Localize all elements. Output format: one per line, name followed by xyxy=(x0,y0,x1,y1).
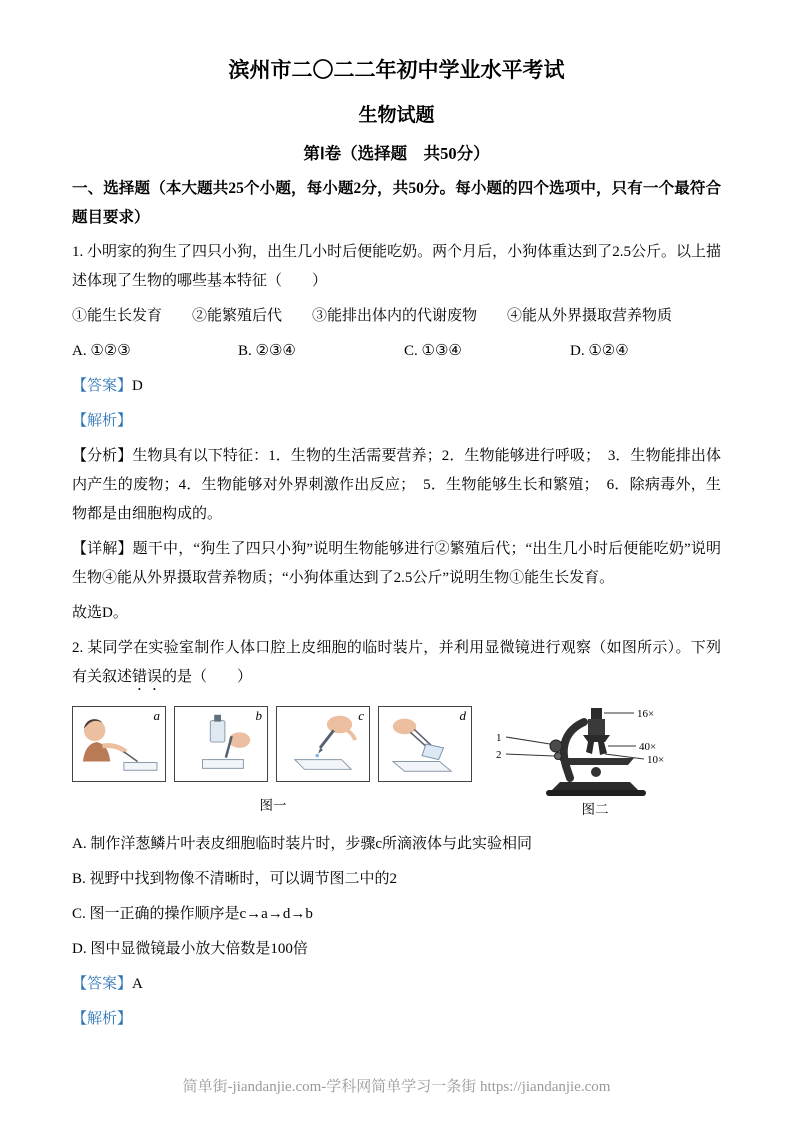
slide-prep-step-illustration xyxy=(175,707,267,781)
q1-analysis-label: 【解析】 xyxy=(72,413,133,429)
figure-one-panel-b xyxy=(174,706,268,782)
figure-one-panels xyxy=(72,706,474,782)
figure-two-caption: 图二 xyxy=(581,802,609,817)
fine-knob-label: 2 xyxy=(496,749,502,761)
exam-title: 滨州市二〇二二年初中学业水平考试 xyxy=(228,58,565,82)
objective-10x-label: 10× xyxy=(647,754,665,766)
q1-analysis-line xyxy=(72,407,721,436)
figure-two xyxy=(488,706,702,818)
panel-letter-a: a xyxy=(153,708,160,723)
microscope-illustration xyxy=(488,706,702,796)
q1-detail-text: 【详解】题干中，“狗生了四只小狗”说明生物能够进行②繁殖后代；“出生几小时后便能吃奶”说明生物④能从外界摄取营养物质；“小狗体重达到了2.5公斤”说明生物①能生长发育。 xyxy=(72,541,721,586)
q2-figures xyxy=(72,706,721,818)
q1-analysis-text: 【分析】生物具有以下特征：1．生物的生活需要营养；2．生物能够进行呼吸； 3．生物能排出体内产生的废物；4．生物能够对外界刺激作出反应； 5．生物能够生长和繁殖； 6．除病毒外，生物都是由细胞构成的。 xyxy=(72,448,721,522)
q1-answer-value: D xyxy=(132,378,143,394)
panel-letter-c: c xyxy=(358,708,364,723)
exam-subtitle: 生物试题 xyxy=(358,105,435,126)
q2-answer-line xyxy=(72,970,721,999)
footer-watermark: 简单街-jiandanjie.com-学科网简单学习一条街 https://jiandanjie.com xyxy=(182,1079,611,1095)
figure-one-caption: 图一 xyxy=(259,798,287,813)
q2-stem xyxy=(72,634,721,694)
section-instructions: 一、选择题（本大题共25个小题，每小题2分，共50分。每小题的四个选项中，只有一个最符合题目要求） xyxy=(72,180,721,226)
q2-option-c: C. 图一正确的操作顺序是c→a→d→b xyxy=(72,906,313,922)
q2-stem-text-2: 的是（ ） xyxy=(162,669,253,685)
coarse-knob-label: 1 xyxy=(496,732,502,744)
slide-prep-step-illustration xyxy=(379,707,471,781)
figure-one-panel-d xyxy=(378,706,472,782)
q1-stem: 1. 小明家的狗生了四只小狗，出生几小时后便能吃奶。两个月后，小狗体重达到了2.5公斤。以上描述体现了生物的哪些基本特征（ ） xyxy=(72,244,721,289)
q2-stem-emphasis: 错误 xyxy=(132,669,163,685)
figure-one-panel-c xyxy=(276,706,370,782)
q2-answer-value: A xyxy=(132,976,143,992)
q2-stem-text-1: 2. 某同学在实验室制作人体口腔上皮细胞的临时装片，并利用显微镜进行观察（如图所示）。下列有关叙述 xyxy=(72,640,721,685)
panel-letter-b: b xyxy=(255,708,262,723)
q2-option-b: B. 视野中找到物像不清晰时，可以调节图二中的2 xyxy=(72,871,398,887)
q2-analysis-label: 【解析】 xyxy=(72,1011,133,1027)
slide-prep-step-illustration xyxy=(277,707,369,781)
q2-option-d: D. 图中显微镜最小放大倍数是100倍 xyxy=(72,941,308,957)
q1-option-c: C. ①③④ xyxy=(404,343,462,359)
q1-answer-label: 【答案】 xyxy=(72,378,133,394)
section-heading: 第Ⅰ卷（选择题 共50分） xyxy=(303,144,490,163)
eyepiece-magnification-label: 16× xyxy=(637,708,655,720)
q1-option-b: B. ②③④ xyxy=(238,343,296,359)
q2-option-a: A. 制作洋葱鳞片叶表皮细胞临时装片时，步骤c所滴液体与此实验相同 xyxy=(72,836,532,852)
figure-one xyxy=(72,706,474,814)
q2-answer-label: 【答案】 xyxy=(72,976,133,992)
panel-letter-d: d xyxy=(459,708,466,723)
q2-analysis-line xyxy=(72,1005,721,1034)
figure-one-panel-a xyxy=(72,706,166,782)
q1-conclusion: 故选D。 xyxy=(72,605,128,621)
objective-40x-label: 40× xyxy=(639,741,657,753)
q1-options-row xyxy=(72,337,721,366)
slide-prep-step-illustration xyxy=(73,707,165,781)
q1-option-a: A. ①②③ xyxy=(72,343,131,359)
q1-option-d: D. ①②④ xyxy=(570,343,629,359)
q1-numbered-items: ①能生长发育 ②能繁殖后代 ③能排出体内的代谢废物 ④能从外界摄取营养物质 xyxy=(72,308,673,324)
q1-answer-line xyxy=(72,372,721,401)
